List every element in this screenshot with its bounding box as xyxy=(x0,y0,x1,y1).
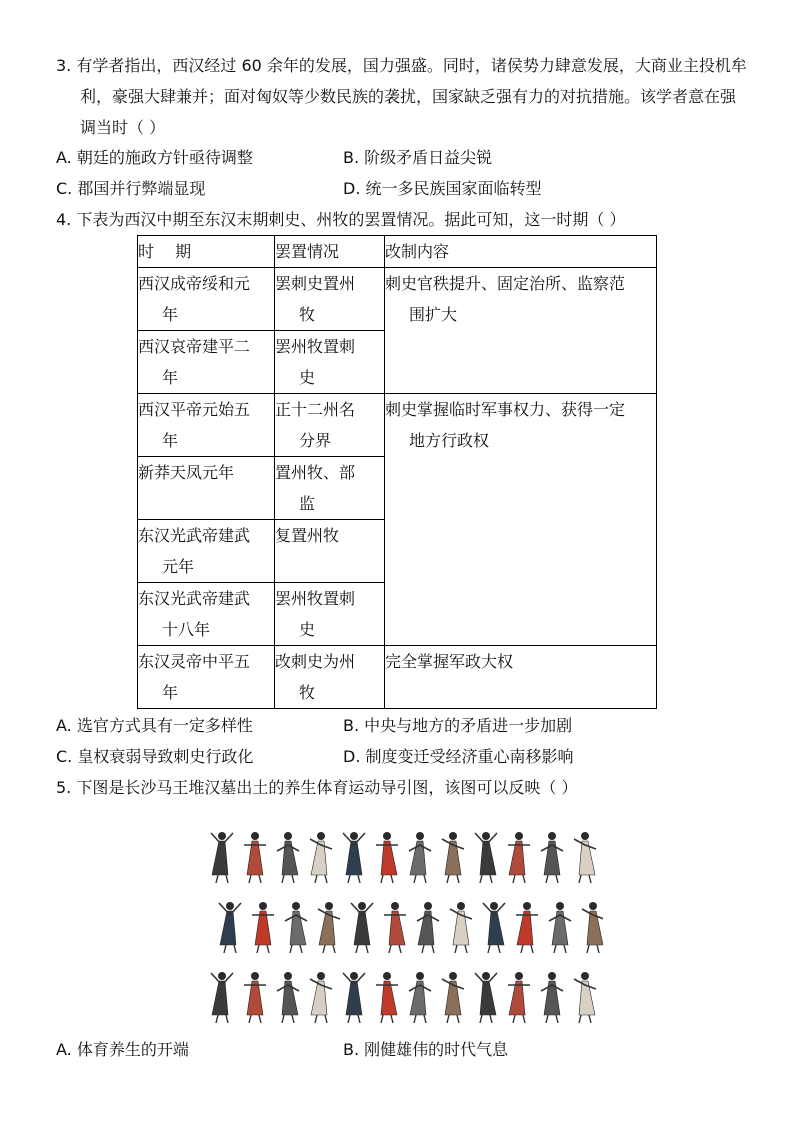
q4-option-d[interactable]: D. 制度变迁受经济重心南移影响 xyxy=(343,747,574,766)
q3-stem-line2: 利，豪强大肆兼并；面对匈奴等少数民族的袭扰，国家缺乏强有力的对抗措施。该学者意在强 xyxy=(80,87,737,106)
status-line2: 史 xyxy=(299,620,316,639)
exercise-figure xyxy=(450,902,472,953)
exercise-figure xyxy=(351,902,373,953)
period-line2: 年 xyxy=(162,431,179,450)
reform-line1: 刺史官秩提升、固定治所、监察范 xyxy=(385,274,626,293)
exercise-figure xyxy=(285,902,307,953)
exercise-figure xyxy=(508,972,530,1023)
exercise-figure xyxy=(343,832,365,883)
table-row xyxy=(138,646,657,709)
exercise-figure xyxy=(277,832,299,883)
exercise-figure xyxy=(483,902,505,953)
period-line1: 西汉成帝绥和元 xyxy=(138,274,251,293)
exercise-figure xyxy=(244,972,266,1023)
q3-option-b[interactable]: B. 阶级矛盾日益尖锐 xyxy=(343,148,493,167)
q4-stem: 4. 下表为西汉中期至东汉末期刺史、州牧的罢置情况。据此可知，这一时期（ ） xyxy=(56,210,626,229)
period-line1: 东汉光武帝建武 xyxy=(138,526,251,545)
exercise-figure xyxy=(417,902,439,953)
exercise-figure xyxy=(549,902,571,953)
period-line2: 年 xyxy=(162,683,179,702)
exercise-figure xyxy=(343,972,365,1023)
exercise-figure xyxy=(244,832,266,883)
period-line1: 新莽天凤元年 xyxy=(138,463,235,482)
status-line2: 牧 xyxy=(299,305,316,324)
status-line2: 牧 xyxy=(299,683,316,702)
table-header-status: 罢置情况 xyxy=(275,236,385,268)
q4-option-b[interactable]: B. 中央与地方的矛盾进一步加剧 xyxy=(343,716,573,735)
reform-line2: 地方行政权 xyxy=(409,431,490,450)
status-line1: 罢州牧置刺 xyxy=(275,589,356,608)
q4-option-a[interactable]: A. 选官方式具有一定多样性 xyxy=(56,716,253,735)
exercise-figure xyxy=(574,832,596,883)
exercise-figure xyxy=(211,972,233,1023)
status-line1: 罢州牧置刺 xyxy=(275,337,356,356)
exercise-figure xyxy=(409,832,431,883)
period-line1: 东汉光武帝建武 xyxy=(138,589,251,608)
period-line2: 年 xyxy=(162,305,179,324)
exercise-figure xyxy=(310,832,332,883)
q3-stem-line3: 调当时（ ） xyxy=(80,118,166,137)
period-line1: 西汉哀帝建平二 xyxy=(138,337,251,356)
exercise-figure xyxy=(384,902,406,953)
status-line2: 分界 xyxy=(299,431,332,450)
q5-option-b[interactable]: B. 刚健雄伟的时代气息 xyxy=(343,1040,509,1059)
exercise-figure xyxy=(582,902,603,953)
status-line2: 史 xyxy=(299,368,316,387)
exercise-figure xyxy=(318,902,340,953)
period-line2: 元年 xyxy=(162,557,195,576)
status-line1: 复置州牧 xyxy=(275,526,340,545)
exercise-figure xyxy=(475,972,497,1023)
status-line1: 正十二州名 xyxy=(275,400,356,419)
exercise-figure xyxy=(376,972,398,1023)
q5-option-a[interactable]: A. 体育养生的开端 xyxy=(56,1040,189,1059)
exercise-figure xyxy=(442,972,464,1023)
exercise-figure xyxy=(541,832,563,883)
table-header-period: 时 期 xyxy=(138,236,275,268)
exercise-figure xyxy=(310,972,332,1023)
status-line1: 改刺史为州 xyxy=(275,652,356,671)
exercise-figure xyxy=(409,972,431,1023)
period-line1: 西汉平帝元始五 xyxy=(138,400,251,419)
exercise-figure xyxy=(277,972,299,1023)
exercise-figure xyxy=(508,832,530,883)
exercise-figure xyxy=(211,832,233,883)
exercise-figure xyxy=(541,972,563,1023)
table-row xyxy=(138,394,657,457)
q3-stem-line1: 3. 有学者指出，西汉经过 60 余年的发展，国力强盛。同时，诸侯势力肆意发展，大商业主投机牟 xyxy=(56,56,747,75)
exercise-figure xyxy=(376,832,398,883)
table-header-reform: 改制内容 xyxy=(385,236,657,268)
reform-line2: 围扩大 xyxy=(409,305,458,324)
exercise-figure xyxy=(475,832,497,883)
status-line1: 置州牧、部 xyxy=(275,463,356,482)
period-line2: 十八年 xyxy=(162,620,211,639)
q4-option-c[interactable]: C. 皇权衰弱导致刺史行政化 xyxy=(56,747,254,766)
q5-stem: 5. 下图是长沙马王堆汉墓出土的养生体育运动导引图，该图可以反映（ ） xyxy=(56,778,578,797)
exercise-figure xyxy=(219,902,241,953)
exercise-figure xyxy=(574,972,596,1023)
q4-table xyxy=(137,235,657,709)
q3-option-a[interactable]: A. 朝廷的施政方针亟待调整 xyxy=(56,148,253,167)
exercise-figure xyxy=(442,832,464,883)
period-line1: 东汉灵帝中平五 xyxy=(138,652,251,671)
status-line1: 罢刺史置州 xyxy=(275,274,356,293)
exercise-figure xyxy=(516,902,538,953)
status-line2: 监 xyxy=(299,494,316,513)
table-row xyxy=(138,268,657,331)
exercise-figure xyxy=(252,902,274,953)
period-line2: 年 xyxy=(162,368,179,387)
reform-line1: 刺史掌握临时军事权力、获得一定 xyxy=(385,400,626,419)
q3-option-c[interactable]: C. 郡国并行弊端显现 xyxy=(56,179,206,198)
daoyin-exercise-figure-image xyxy=(208,815,603,1027)
reform-line1: 完全掌握军政大权 xyxy=(385,652,514,671)
q3-option-d[interactable]: D. 统一多民族国家面临转型 xyxy=(343,179,542,198)
